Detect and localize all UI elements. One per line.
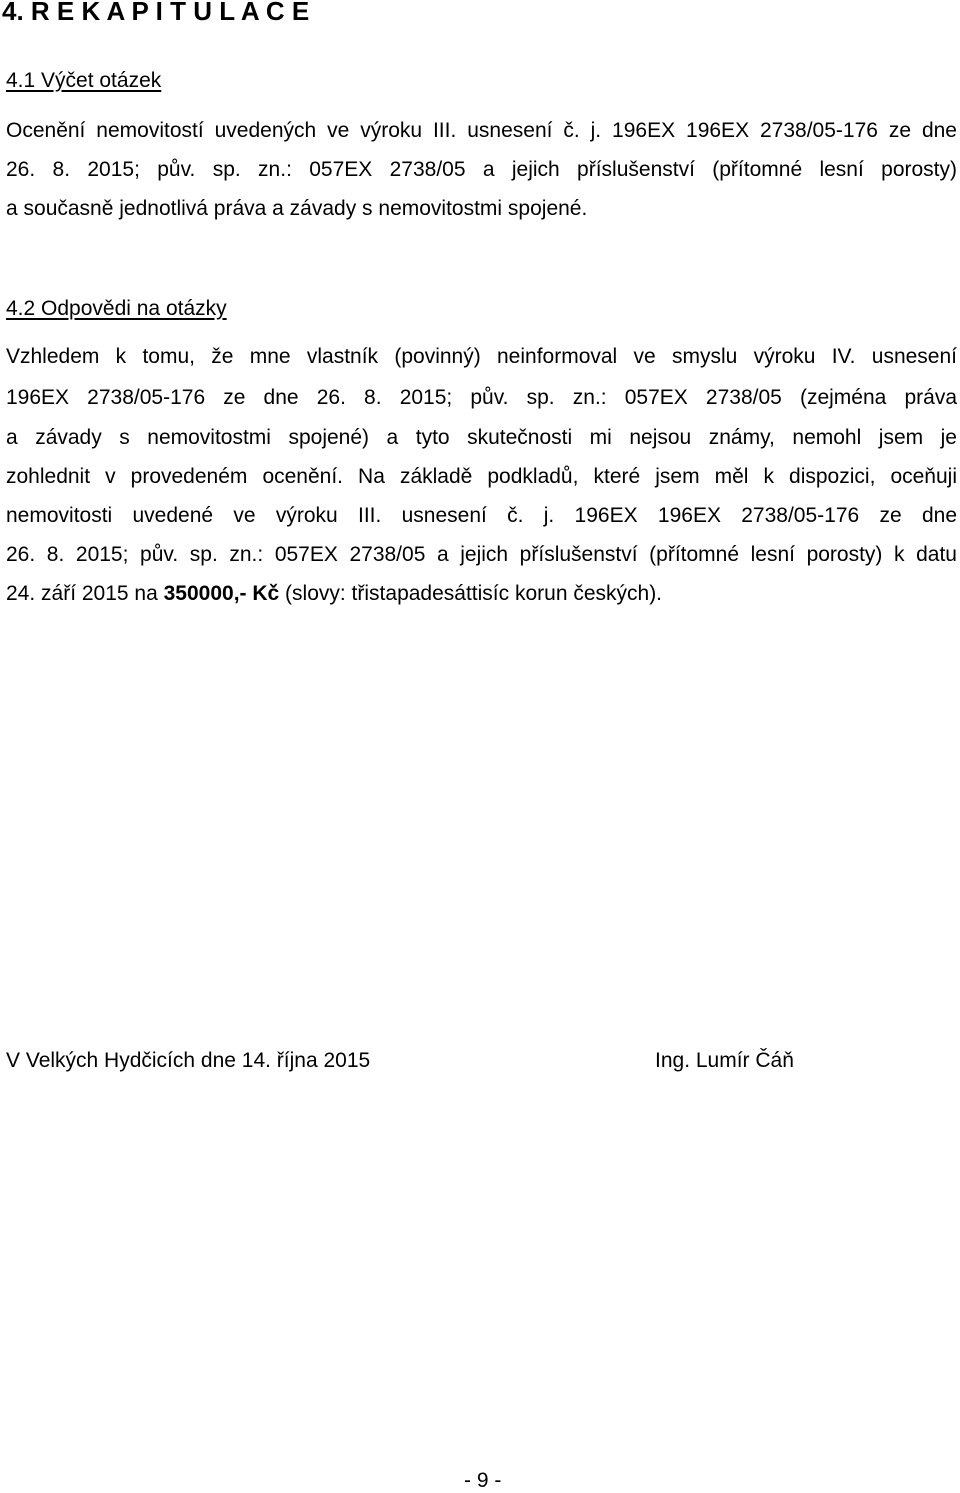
chapter-heading: 4. R E K A P I T U L A C E: [2, 0, 310, 26]
paragraph-line: Vzhledem k tomu, že mne vlastník (povinný) neinformoval ve smyslu výroku IV. usnesení: [6, 345, 957, 368]
signature-place-date: V Velkých Hydčicích dne 14. října 2015: [6, 1049, 371, 1072]
signature-name: Ing. Lumír Čáň: [655, 1049, 794, 1072]
valuation-amount: 350000,- Kč: [163, 582, 280, 605]
paragraph-line: Ocenění nemovitostí uvedených ve výroku III. usnesení č. j. 196EX 196EX 2738/05-176 ze dne: [6, 119, 957, 142]
paragraph-line: 196EX 2738/05-176 ze dne 26. 8. 2015; pův. sp. zn.: 057EX 2738/05 (zejména práva: [6, 386, 957, 409]
paragraph-line: 26. 8. 2015; pův. sp. zn.: 057EX 2738/05 a jejich příslušenství (přítomné lesní porosty): [6, 158, 957, 181]
final-line-suffix: (slovy: třistapadesáttisíc korun českých).: [279, 582, 663, 605]
paragraph-line: zohlednit v provedeném ocenění. Na základě podkladů, které jsem měl k dispozici, oceňuji: [6, 465, 957, 488]
section-title-questions: 4.1 Výčet otázek: [6, 69, 162, 92]
paragraph-line: 26. 8. 2015; pův. sp. zn.: 057EX 2738/05 a jejich příslušenství (přítomné lesní porosty) k datu: [6, 543, 957, 566]
paragraph-line: a současně jednotlivá práva a závady s nemovitostmi spojené.: [6, 197, 588, 220]
paragraph-final-line: [6, 582, 957, 606]
page-number: - 9 -: [464, 1469, 502, 1492]
paragraph-line: a závady s nemovitostmi spojené) a tyto skutečnosti mi nejsou známy, nemohl jsem je: [6, 426, 957, 449]
final-line-prefix: 24. září 2015 na: [6, 582, 164, 605]
section-title-answers: 4.2 Odpovědi na otázky: [6, 297, 227, 320]
paragraph-line: nemovitosti uvedené ve výroku III. usnesení č. j. 196EX 196EX 2738/05-176 ze dne: [6, 504, 957, 527]
